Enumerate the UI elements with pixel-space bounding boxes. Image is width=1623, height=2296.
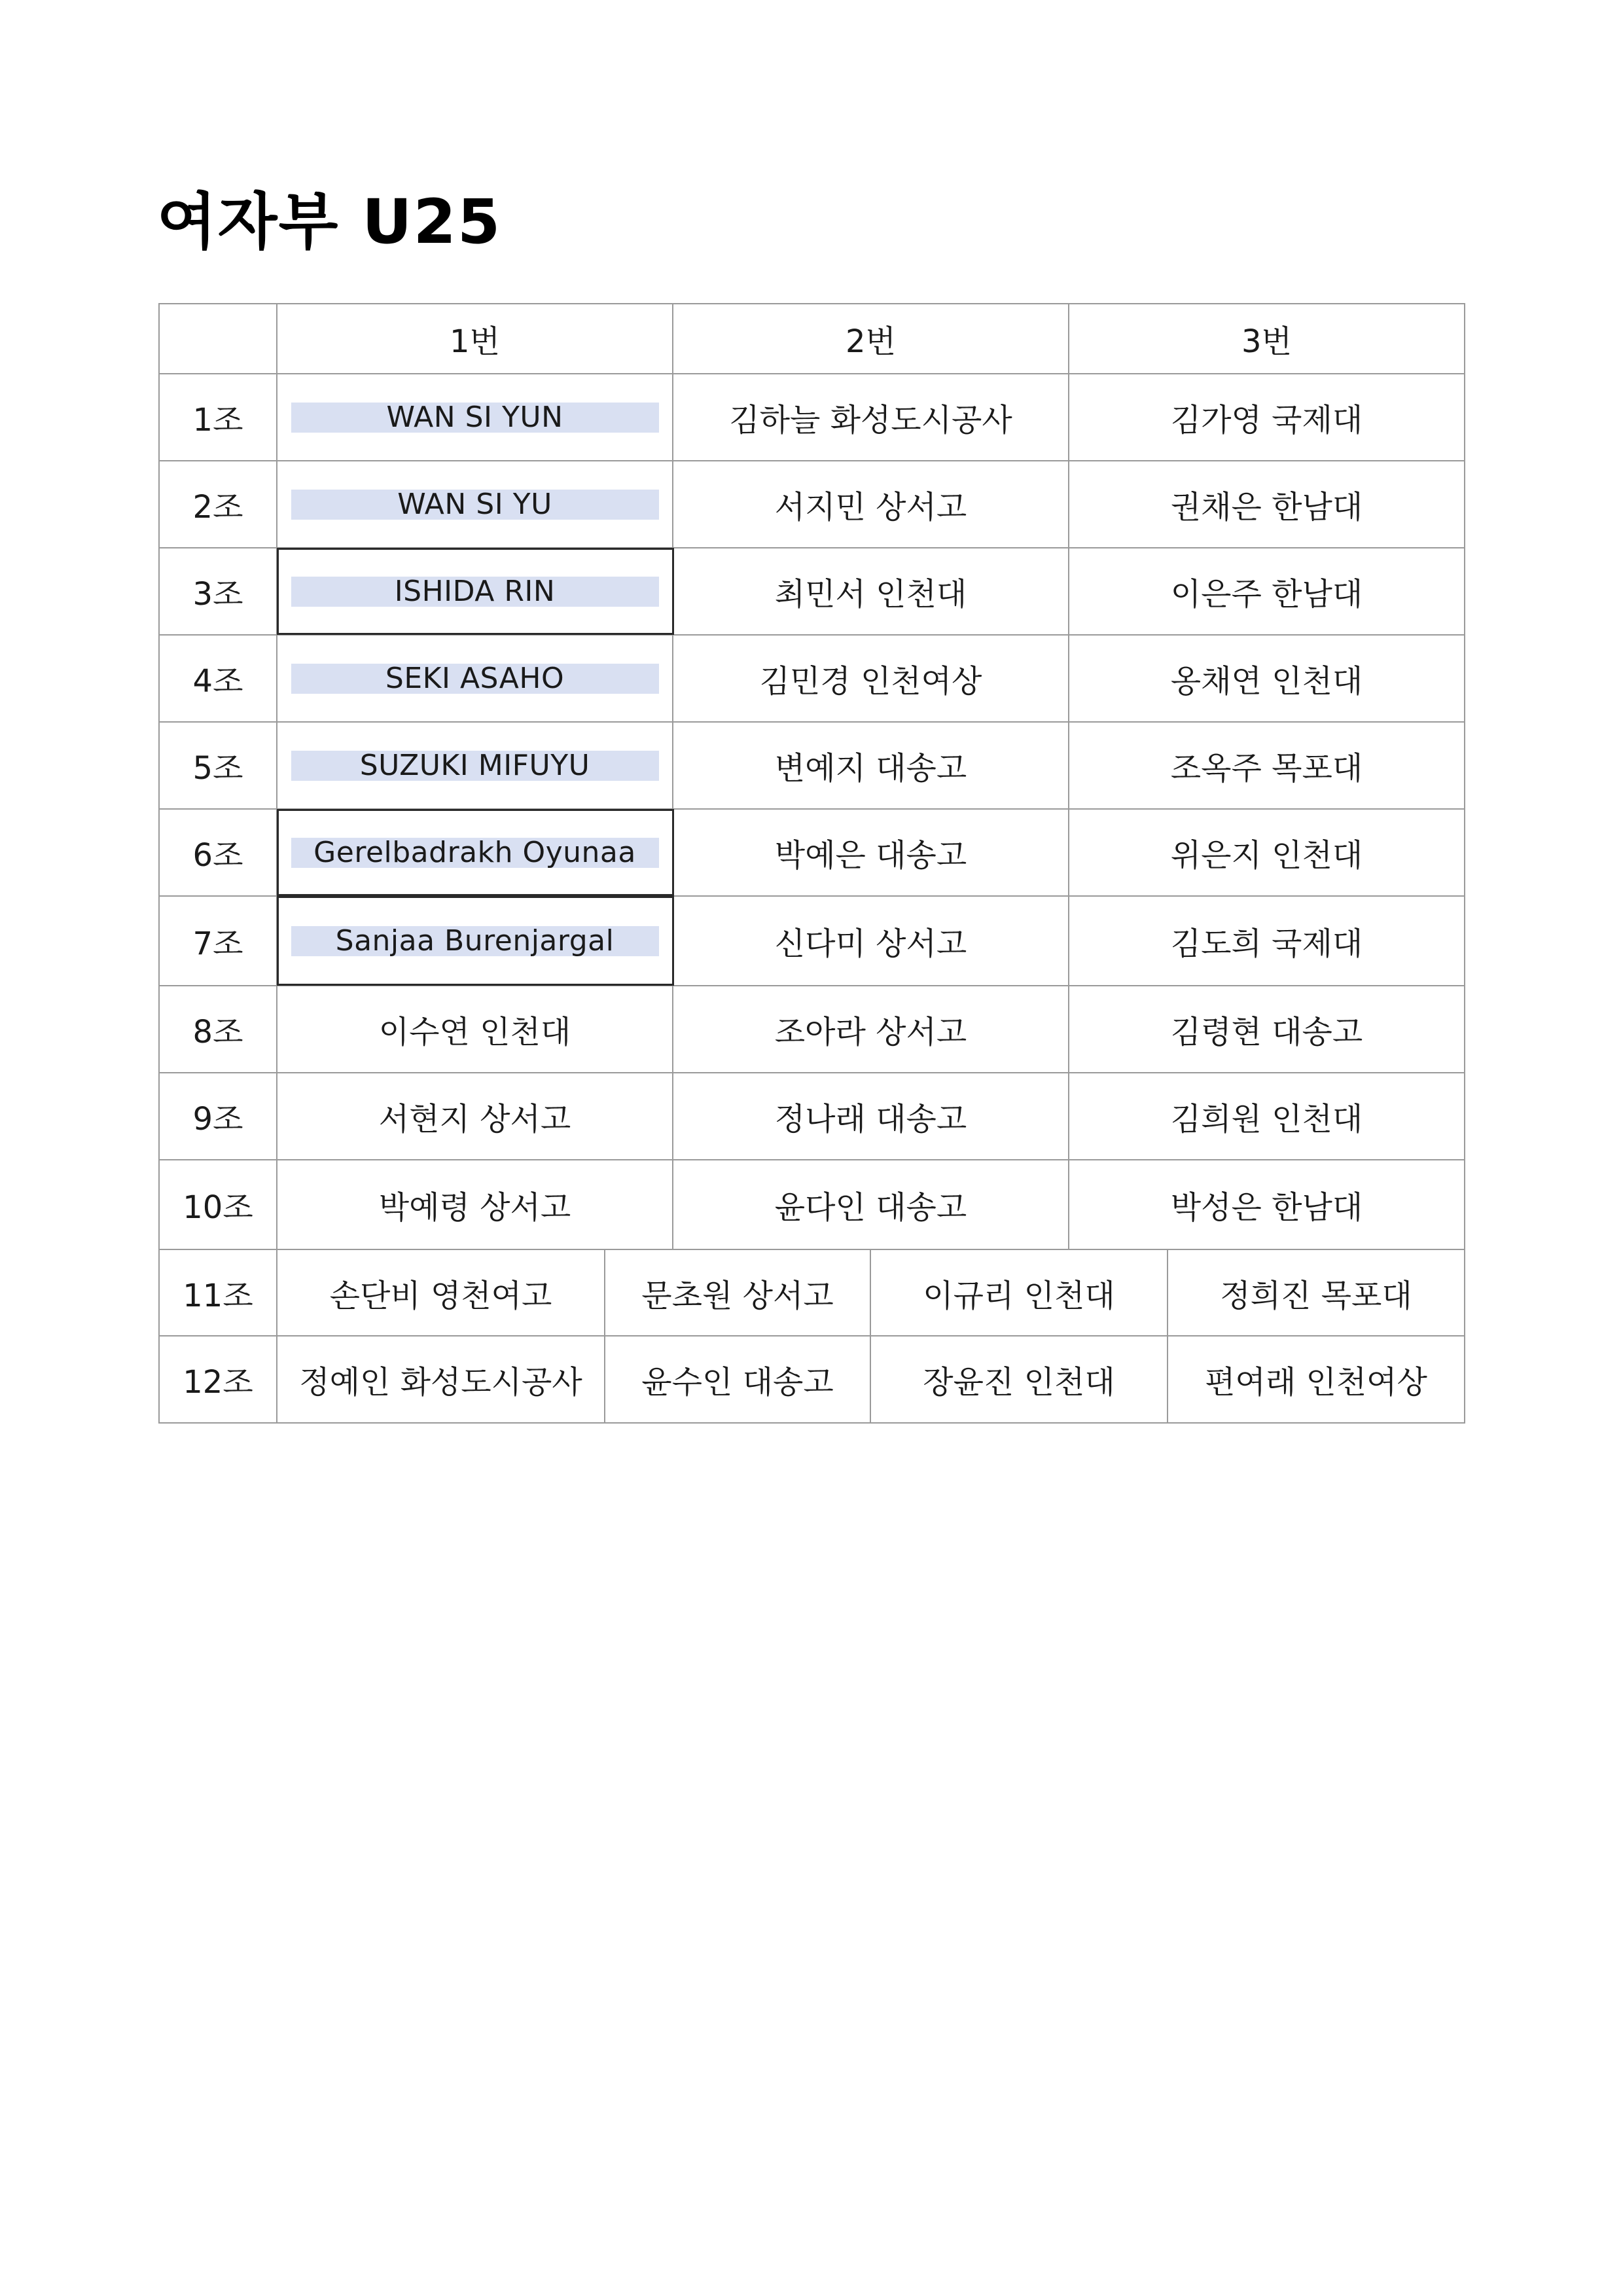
player-2-cell: 정나래 대송고	[673, 1073, 1069, 1159]
player-3-cell: 위은지 인천대	[1170, 837, 1363, 874]
player-1-highlight: SEKI ASAHO	[291, 664, 659, 694]
header-cell-position-1: 1번	[277, 304, 673, 373]
table-header-row	[160, 304, 1464, 374]
player-2-cell: 김민경 인천여상	[673, 636, 1069, 721]
table-row	[160, 897, 1464, 986]
player-3-cell: 김희원 인천대	[1170, 1101, 1363, 1138]
header-cell-position-3: 3번	[1241, 323, 1292, 360]
player-1-cell: 서현지 상서고	[277, 1073, 673, 1159]
group-label: 8조	[160, 986, 277, 1072]
group-label: 10조	[160, 1160, 277, 1249]
table-row-four-players	[160, 1336, 1464, 1422]
player-1-highlight: Gerelbadrakh Oyunaa	[291, 838, 659, 868]
player-3-cell: 옹채연 인천대	[1170, 663, 1363, 700]
player-1-highlight: ISHIDA RIN	[291, 577, 659, 607]
group-label: 3조	[160, 548, 277, 634]
player-3-cell: 조옥주 목포대	[1170, 750, 1363, 787]
player-1-highlight: WAN SI YU	[291, 490, 659, 520]
player-1-cell	[277, 897, 673, 985]
player-1-cell	[277, 810, 673, 895]
player-3-cell: 김가영 국제대	[1170, 402, 1363, 439]
player-2-cell: 김하늘 화성도시공사	[673, 374, 1069, 460]
player-1-cell: 손단비 영천여고	[277, 1250, 605, 1335]
player-2-cell: 변예지 대송고	[673, 723, 1069, 808]
header-cell-empty	[160, 304, 277, 373]
player-1-highlight: WAN SI YUN	[291, 403, 659, 433]
group-label: 11조	[160, 1250, 277, 1335]
player-3-cell: 김도희 국제대	[1170, 925, 1363, 962]
group-table	[158, 303, 1465, 1424]
player-2-cell: 신다미 상서고	[673, 897, 1069, 985]
table-row	[160, 986, 1464, 1073]
table-row	[160, 636, 1464, 723]
player-2-cell: 윤수인 대송고	[605, 1336, 871, 1422]
page-title: 여자부 U25	[157, 187, 502, 258]
player-3-cell: 장윤진 인천대	[871, 1336, 1168, 1422]
table-row	[160, 1160, 1464, 1250]
player-1-cell: 정예인 화성도시공사	[277, 1336, 605, 1422]
player-1-cell: 박예령 상서고	[277, 1160, 673, 1249]
player-1-highlight: SUZUKI MIFUYU	[291, 751, 659, 781]
table-row-four-players	[160, 1250, 1464, 1336]
table-row	[160, 810, 1464, 897]
player-3-cell: 박성은 한남대	[1170, 1189, 1363, 1226]
player-3-cell: 이규리 인천대	[871, 1250, 1168, 1335]
table-row	[160, 548, 1464, 636]
player-2-cell: 윤다인 대송고	[673, 1160, 1069, 1249]
table-row	[160, 1073, 1464, 1160]
group-label: 2조	[160, 461, 277, 547]
group-label: 12조	[160, 1336, 277, 1422]
player-1-cell	[277, 548, 673, 634]
player-3-cell: 김령현 대송고	[1170, 1014, 1363, 1050]
player-3-cell: 이은주 한남대	[1170, 576, 1363, 613]
group-label: 4조	[160, 636, 277, 721]
player-1-cell	[277, 636, 673, 721]
player-4-cell: 정희진 목포대	[1220, 1277, 1412, 1314]
header-cell-position-2: 2번	[673, 304, 1069, 373]
player-2-cell: 문초원 상서고	[605, 1250, 871, 1335]
table-row	[160, 374, 1464, 461]
player-4-cell: 편여래 인천여상	[1205, 1364, 1427, 1401]
group-label: 6조	[160, 810, 277, 895]
group-label: 5조	[160, 723, 277, 808]
player-2-cell: 서지민 상서고	[673, 461, 1069, 547]
table-row	[160, 461, 1464, 548]
player-3-cell: 권채은 한남대	[1170, 489, 1363, 526]
player-1-cell: 이수연 인천대	[277, 986, 673, 1072]
group-label: 1조	[160, 374, 277, 460]
player-2-cell: 조아라 상서고	[673, 986, 1069, 1072]
group-label: 7조	[160, 897, 277, 985]
group-label: 9조	[160, 1073, 277, 1159]
table-row	[160, 723, 1464, 810]
player-1-cell	[277, 723, 673, 808]
player-1-cell	[277, 374, 673, 460]
player-1-highlight: Sanjaa Burenjargal	[291, 926, 659, 956]
player-2-cell: 박예은 대송고	[673, 810, 1069, 895]
player-2-cell: 최민서 인천대	[673, 548, 1069, 634]
player-1-cell	[277, 461, 673, 547]
